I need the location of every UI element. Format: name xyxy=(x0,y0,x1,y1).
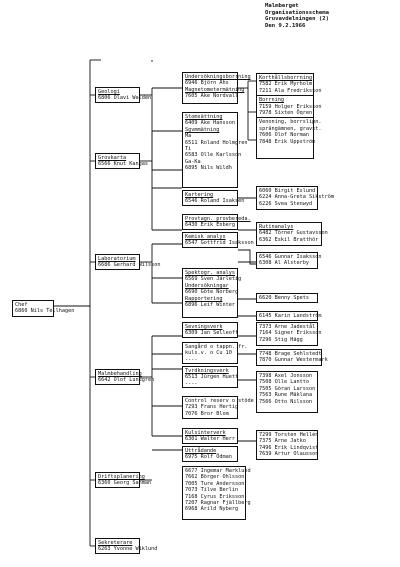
rapportering-staff-box xyxy=(256,311,322,321)
sevningsverk-staff-box xyxy=(256,322,322,346)
stomsattning-person: 6409 Åke Hansson xyxy=(185,120,235,127)
sgvmmatning-person-1: 6511 Roland Holmgren xyxy=(185,139,248,146)
geologi-box xyxy=(95,87,152,103)
drift-staff-6: 7207 Ragnar Fjällberg xyxy=(185,500,251,507)
undersokningar-staff-1: 6620 Benny Spets xyxy=(259,295,309,301)
divider xyxy=(257,117,313,118)
kartering-staff-2: 6224 Anna-Greta Sikström xyxy=(259,194,334,201)
spektogr-analys-box xyxy=(182,268,242,318)
control-reserv-person-2: 7076 Bror Blom xyxy=(185,410,229,417)
undersokningar-staff-box xyxy=(256,293,318,303)
kemisk-analys-box xyxy=(182,232,254,248)
tvrdkningsverk-box xyxy=(182,366,238,388)
sgvmmatning-gaka: Ga-Ka xyxy=(185,158,201,165)
undersokningsborrning-label: Undersökningsborrning xyxy=(185,74,251,80)
kartering-staff-box xyxy=(256,186,334,210)
sangard-staff-box xyxy=(256,349,328,366)
undersokningar-label: Undersökningar xyxy=(185,282,229,289)
sangard-staff-1: 7748 Brage Sehlstedt xyxy=(259,351,322,357)
driftsplanering-staff-box xyxy=(182,466,251,520)
kulsinterverk-person: 6301 Walter Herr xyxy=(185,436,235,443)
kartering-person: 6546 Roland Isaksen xyxy=(185,198,245,205)
chef-label: Chef xyxy=(15,302,28,308)
kemisk-staff-box xyxy=(256,252,322,269)
control-reserv-label: Control reserv o stöde xyxy=(185,398,254,404)
venoning-label-2: sprängämnen, gravst. xyxy=(259,125,322,132)
kulsinterverk-box xyxy=(182,428,238,444)
malmbehandling-person: 6642 Olof Lundgren xyxy=(98,377,155,384)
tvrdkning-staff-1: 7398 Axel Jonsson xyxy=(259,373,313,379)
title-line-2: Organisationsschema xyxy=(265,9,329,16)
title-line-1: Malmberget xyxy=(265,3,299,9)
kulsinterverk-label: Kulsinterverk xyxy=(185,430,226,436)
laboratorium-box xyxy=(95,254,161,270)
venoning-label: Venoning, borrslipn. xyxy=(259,119,322,126)
divider xyxy=(257,95,313,96)
korthallsborrning-person-1: 7582 Erik Myrholm xyxy=(259,81,313,88)
sangard-label-2: kuls.v. o Cu 10 xyxy=(185,350,232,357)
sangard-box xyxy=(182,342,248,364)
undersokningar-person: 6690 Göte Norberg xyxy=(185,289,239,296)
tvrdkningsverk-label: Tvrdkningsverk xyxy=(185,368,229,374)
driftsplanering-box xyxy=(95,472,152,488)
chef-person: 6860 Nils Tellhagen xyxy=(15,308,75,315)
sekreterare-person: 6263 Yvonne Wiklund xyxy=(98,546,158,553)
korthallsborrning-label: Korthållsborrning xyxy=(259,75,313,81)
geologi-person: 6806 Olavi Waldén xyxy=(98,95,152,102)
kemisk-staff-1: 6546 Gunnar Isaksson xyxy=(259,254,322,260)
sevningsverk-label: Sevningsverk xyxy=(185,324,223,330)
korthallsborrning-person-2: 7211 Ala Fredriksson xyxy=(259,87,322,94)
malmbehandling-label: Malmbehandling xyxy=(98,371,142,377)
sevningsverk-person: 6309 Jan Selleoff xyxy=(185,330,239,337)
drift-staff-7: 6968 Arild Nyberg xyxy=(185,506,239,513)
malmbehandling-box xyxy=(95,369,155,385)
sgvmmatning-ma: Ma xyxy=(185,133,192,140)
magnetometermatning-label: Magnetometermätning xyxy=(185,86,245,93)
driftsplanering-person: 6360 Georg Sahman xyxy=(98,480,152,487)
tvrdkning-staff-4: 7563 Rune Mäklana xyxy=(259,392,313,399)
sgvmmatning-label: Sgvmmätning xyxy=(185,126,220,133)
tvrdkning-staff-5: 7566 Otto Nilsson xyxy=(259,398,313,405)
laboratorium-label: Laboratorium xyxy=(98,256,136,262)
drift-staff-5: 7168 Cyrus Eriksson xyxy=(185,493,245,500)
sangard-dash: ---- xyxy=(185,356,198,363)
sgvmmatning-ti: Ti xyxy=(185,146,192,153)
rutinanalys-person-1: 6482 Törner Gustavsson xyxy=(259,230,328,237)
borrning-label: Borrning xyxy=(259,97,284,104)
drift-staff-4: 7073 Tilve Berlin xyxy=(185,487,239,494)
uttradande-label: Uttrådande xyxy=(185,448,217,454)
kartering-staff-1: 6060 Birgit Eslund xyxy=(259,188,316,194)
sgvmmatning-person-3: 6895 Nils Wildh xyxy=(185,165,232,172)
kulsinter-staff-1: 7299 Torsten Hellén xyxy=(259,432,319,438)
provtagning-person: 6430 Erik Enberg xyxy=(185,222,235,229)
magnetometermatning-person: 7605 Åke Nordvall xyxy=(185,93,239,100)
sekreterare-label: Sekreterare xyxy=(98,540,133,546)
kulsinter-staff-4: 7639 Artur Olausson xyxy=(259,451,319,458)
control-reserv-box xyxy=(182,396,254,419)
drift-staff-3: 7005 Ture Andersson xyxy=(185,480,245,487)
undersokningsborrning-box xyxy=(182,72,251,104)
venoning-person-2: 7848 Erik Uppström xyxy=(259,138,316,145)
drift-staff-1: 6677 Ingemar Marklund xyxy=(185,468,251,474)
title-line-3: Gruvavdelningen (2) xyxy=(265,16,329,23)
sgvmmatning-person-2: 6583 Olle Karlsson xyxy=(185,152,242,159)
kulsinter-staff-box xyxy=(256,430,318,460)
rapportering-label: Rapportering xyxy=(185,295,223,302)
undersokningsborrning-person: 6946 Björn Åhs xyxy=(185,80,229,87)
grovkarta-box xyxy=(95,153,148,169)
kulsinter-staff-2: 7375 Arne Jatko xyxy=(259,438,306,445)
borrning-person-2: 7978 Sixten Öqren xyxy=(259,110,313,117)
tvrdkningsverk-person: 6513 Jürgen Huett xyxy=(185,374,239,381)
kartering-label: Kartering xyxy=(185,192,214,198)
sekreterare-box xyxy=(95,538,158,554)
borrning-person-1: 7159 Holger Eriksson xyxy=(259,103,322,110)
provtagning-box xyxy=(182,214,251,230)
sangard-label: Sangård o tappn. fr. xyxy=(185,344,248,350)
rutinanalys-person-2: 6362 Eskil Bratthör xyxy=(259,236,319,243)
chef-box xyxy=(12,300,75,317)
grovkarta-label: Grovkarta xyxy=(98,155,127,161)
rapportering-person: 6896 Leif Winter xyxy=(185,302,235,309)
sevningsverk-staff-1: 7373 Arne Jadestål xyxy=(259,324,316,330)
tvrdkningsverk-dash: ---- xyxy=(185,380,198,387)
control-reserv-person-1: 7293 Frans Hertig xyxy=(185,404,239,411)
kemisk-analys-label: Kemisk analys xyxy=(185,234,226,240)
driftsplanering-label: Driftsplanering xyxy=(98,474,145,480)
venoning-person-1: 7606 Olof Norman xyxy=(259,132,309,139)
sevningsverk-staff-3: 7296 Stig Hägg xyxy=(259,336,303,343)
rapportering-staff-1: 6145 Karin Landström xyxy=(259,313,322,319)
rutinanalys-label: Rutinanalys xyxy=(259,224,294,230)
provtagning-label: Provtagn. provbereda. xyxy=(185,216,251,222)
tvrdkning-staff-2: 7508 Olle Lantto xyxy=(259,379,309,386)
stomsattning-box xyxy=(182,112,248,188)
sangard-staff-2: 7870 Gunnar Westermark xyxy=(259,357,328,364)
tvrdkning-staff-3: 7505 Göran Larsson xyxy=(259,385,316,392)
spektogr-person: 6569 Sven Järletig xyxy=(185,276,242,283)
sevningsverk-box xyxy=(182,322,238,338)
sevningsverk-staff-2: 7164 Signer Eriksson xyxy=(259,330,322,337)
kemisk-analys-person: 6547 Gottfrid Isaksson xyxy=(185,240,254,247)
uttradande-person: 6975 Rolf Ödman xyxy=(185,454,232,461)
kemisk-staff-2: 6308 Al Alsterby xyxy=(259,260,309,267)
kartering-staff-3: 6226 Svea Stenwyd xyxy=(259,200,313,207)
spektogr-label: Spektogr. analys xyxy=(185,270,235,276)
grovkarta-person: 6566 Knut Kangas xyxy=(98,161,148,168)
tvrdkning-staff-box xyxy=(256,371,318,413)
laboratorium-person: 6686 Gerhard Nilsson xyxy=(98,262,161,269)
drift-staff-2: 7662 Börger Ohlsson xyxy=(185,474,245,481)
geologi-label: Geologi xyxy=(98,89,120,95)
kulsinter-staff-3: 7496 Erik Lindqvist xyxy=(259,444,319,451)
stomsattning-label: Stomsättning xyxy=(185,114,223,120)
uttradande-box xyxy=(182,446,238,462)
korthallsborrning-box xyxy=(256,73,322,159)
title-line-4: Den 9.2.1966 xyxy=(265,22,306,29)
kartering-box xyxy=(182,190,245,206)
rutinanalys-box xyxy=(256,222,328,246)
